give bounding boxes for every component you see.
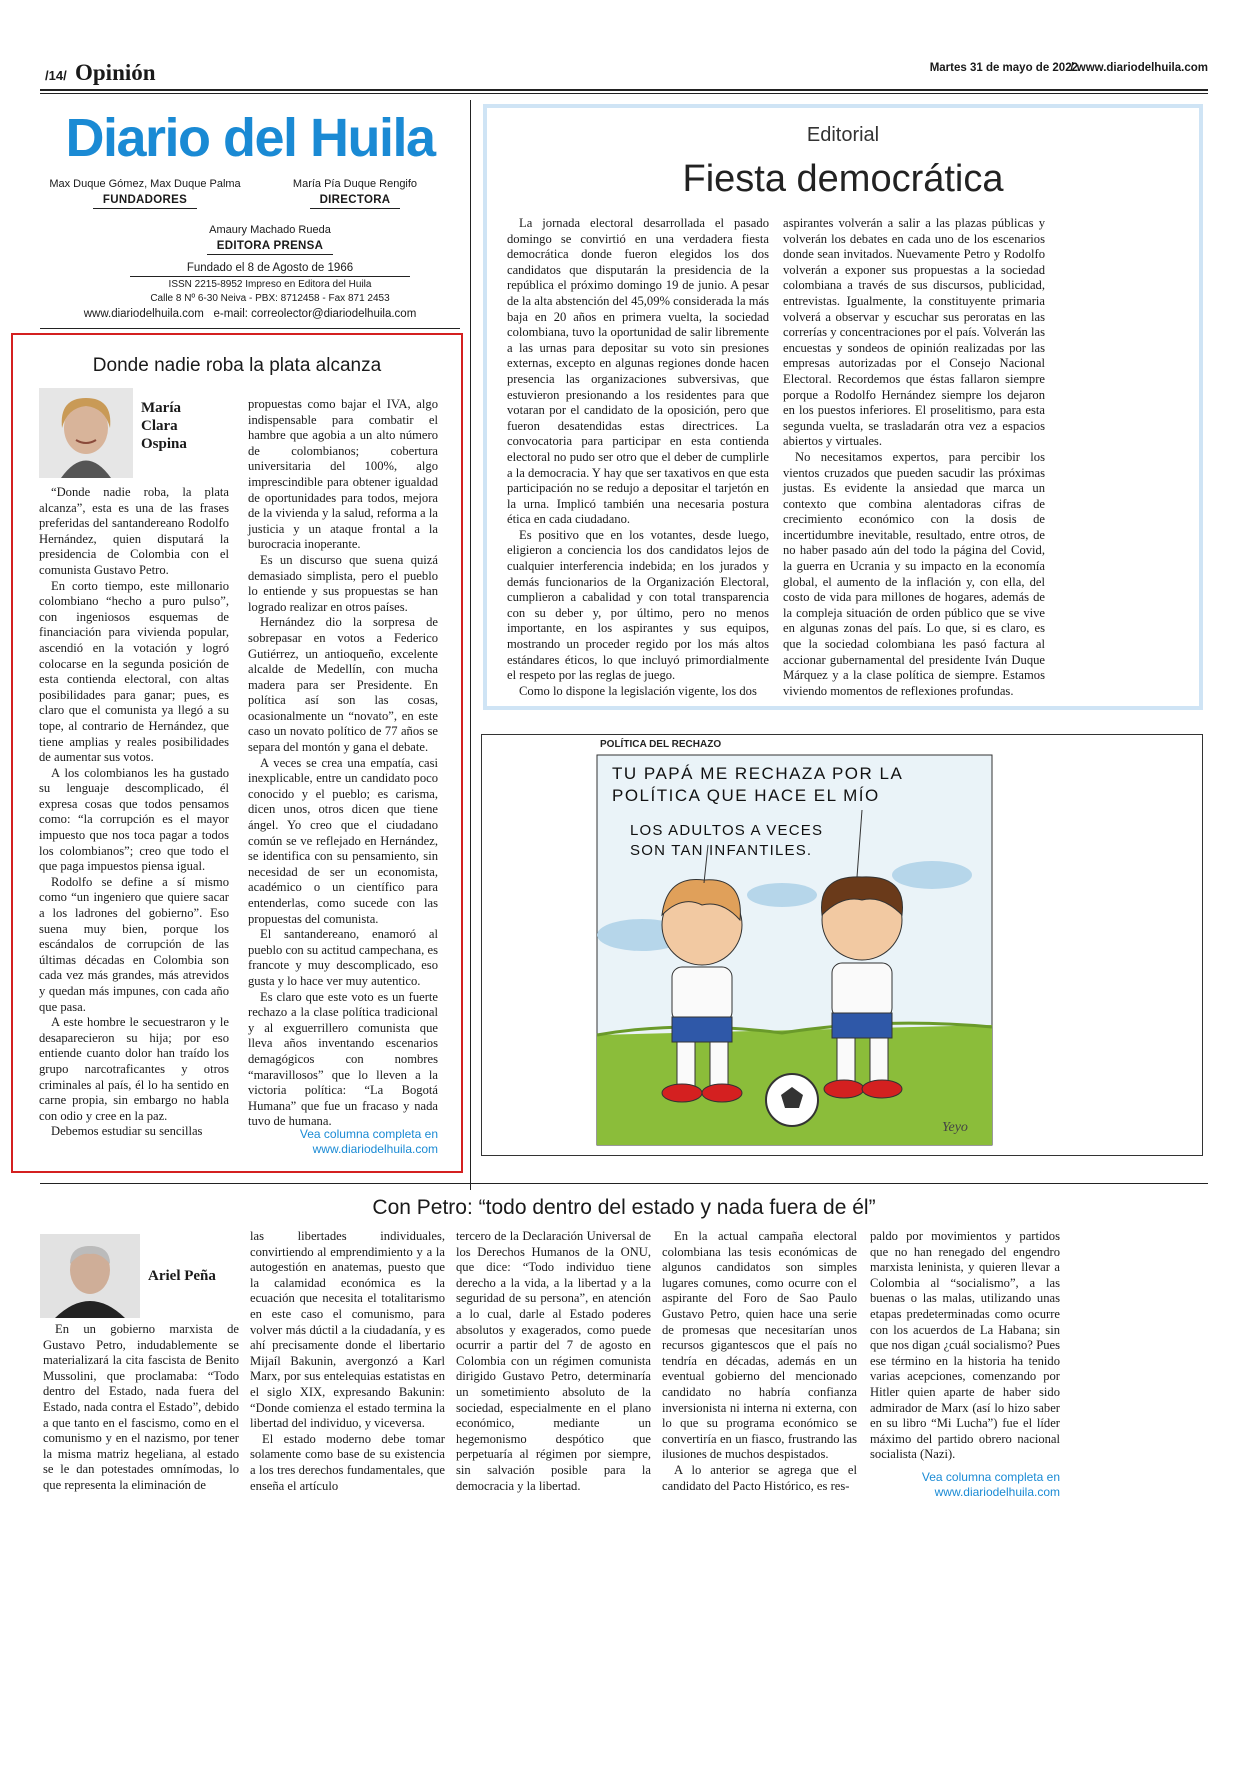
column-1-text-b [248,397,438,1130]
editorial-text-a [507,216,769,699]
paragraph: El santandereano, enamoró al pueblo con su actitud campechana, es francote y muy descomplicado, eso gusta y lo hace ver muy autentico. [248,927,438,988]
column-2-more-link[interactable] [870,1470,1060,1500]
paragraph: Debemos estudiar su sencillas [51,1124,203,1139]
cartoon-label: POLÍTICA DEL RECHAZO [600,739,722,750]
opinion-column-1 [13,335,461,1171]
editorial-text-b [783,216,1045,699]
vertical-divider [470,100,471,1190]
editor-label: EDITORA PRENSA [207,238,333,255]
founders-label: FUNDADORES [93,192,197,209]
column-2-text-c [456,1229,651,1494]
paragraph: A veces se crea una empatía, casi inexplicable, entre un candidato poco conocido y el pueblo; es carisma, dicen unos, otros dicen que tiene ángel. Yo creo que el ciudadano común se ve reflejado en Hernández, se identifica con su pensamiento, sin necesidad de ser un economista, académico o un científico para entenderlas, como sucede con las propuestas del comunista. [248,755,438,926]
editorial-title: Fiesta democrática [682,158,1004,200]
cartoon-bubble-1: TU PAPÁ ME RECHAZA POR LA POLÍTICA QUE HACE EL MÍO [612,764,903,805]
paragraph: las libertades individuales, convirtiendo al emprendimiento y a la autogestión en anatemas, puesto que la calamidad económica es la ecuación que necesita el totalitarismo en este caso el comunismo, para volver más dúctil a la ciudadanía, y es ahí precisamente donde el libertario Mijaíl Bakunin, avergonzó a Karl Marx, por sus entelequias estatistas en el siglo XIX, expresando Bakunin: “Donde comienza el estado termina la libertad del individuo, y viceversa. [250,1229,445,1431]
paragraph: A los colombianos les ha gustado su lenguaje descomplicado, él expresa cosas que todos pensamos como: “la corrupción es el mayor impuesto que nos toca pagar a todos los colombianos”; creo que todo el que paga impuestos piensa igual. [39,765,229,874]
more-link-label: Vea columna completa en [299,1127,438,1141]
column-1-author: María Clara Ospina [141,400,187,452]
issn: ISSN 2215-8952 Impreso en Editora del Huila [168,279,372,290]
paragraph: A este hombre le secuestraron y le desaparecieron su hija; por eso entiende cuanto dolor han traído los grupo narcotraficantes y otros criminales al país, él lo ha sentido en carne propia, sin embargo no habla con odio y cree en la paz. [39,1015,229,1123]
founded-note: Fundado el 8 de Agosto de 1966 [130,262,410,277]
newspaper-logo: Diario del Huila [65,108,435,168]
portrait-icon [40,1234,140,1318]
section-name: Opinión [75,60,156,85]
paragraph: paldo por movimientos y partidos que no han renegado del engendro marxista leninista, y quieren llevar a Colombia al “socialismo”, a las buenas o las malas, utilizando unas etapas predeterminadas como ocurre con los acuerdos de La Habana; sin que nos digan ¿cuál socialismo? Pues ese término en la historia ha tenido varias acepciones, comenzando por Hitler quien aparte de haber sido admirador de Marx (así lo hizo saber en su libro “Mi Lucha”) fue el líder máximo del partido obrero nacional socialista (Nazi). [870,1229,1060,1462]
header-site[interactable]: / www.diariodelhuila.com [1070,62,1208,74]
masthead [40,100,460,330]
more-link-url[interactable]: www.diariodelhuila.com [312,1142,438,1156]
more-link-label: Vea columna completa en [921,1470,1060,1484]
more-link-url[interactable]: www.diariodelhuila.com [934,1485,1060,1499]
paragraph: En un gobierno marxista de Gustavo Petro, indudablemente se materializará la cita fascista de Benito Mussolini, que proclamaba: “Todo dentro del Estado, nada fuera del Estado, nada contra el Estado”, debido a que tanto en el fascismo, como en el comunismo y en el nazismo, por tener la misma matriz hegeliana, al estado se le dan potestades omnímodas, lo que representa la eliminación de [43,1322,239,1492]
paragraph: En la actual campaña electoral colombiana las tesis económicas de algunos candidatos son simples lugares comunes, como ocurre con el aspirante del Foro de Sao Paulo Gustavo Petro, quien hace una serie de promesas que necesitarían unos recursos gigantescos que el país no tendría en décadas, además en un eventual gobierno del mencionado candidato no habría confianza inversionista ni interna ni externa, con lo que su programa económico se convertiría en un fiasco, frustrando las ilusiones de muchos despistados. [662,1229,857,1462]
header-date: Martes 31 de mayo de 2022 [929,62,1078,74]
column-2-text-a [43,1322,239,1494]
header-rule [40,89,1208,91]
paragraph: Hernández dio la sorpresa de sobrepasar en votos a Federico Gutiérrez, un antioqueño, excelente alcalde de Medellín, con mucha madera para ser Presidente. En política así son las cosas, ocasionalmente un “novato”, en este caso un novato político de 77 años se separa del montón y gana el debate. [248,615,438,755]
paragraph: Es un discurso que suena quizá demasiado simplista, pero el pueblo lo entiende y sus propuestas se han logrado realizar en otros países. [248,552,438,614]
column-1-text-a [39,485,229,1140]
paragraph: No necesitamos expertos, para percibir los vientos cruzados que pueden sacudir las próximas justas. Es evidente la ansiedad que marca un contexto que combina alentadoras cifras de crecimiento económico con la dosis de incertidumbre inevitable, resultado, entre otros, de no haber pasado aún del todo la página del Covid, la guerra en Ucrania y su impacto en la economía global, el aumento de la inflación y, con ella, del costo de vida para millones de hogares, además de la compleja situación de orden público que se vive en algunas zonas del país. Lo que, si es claro, es que la sociedad colombiana les pasó factura al accionar gubernamental del presidente Iván Duque Márquez y a la clase política de siempre. Estamos viviendo momentos de reflexiones profundas. [783,449,1045,698]
page-number: /14/ [45,68,67,83]
editor-name: Amaury Machado Rueda [209,224,331,236]
soccer-ball [766,1074,818,1126]
paragraph: A lo anterior se agrega que el candidato del Pacto Histórico, es res- [662,1462,857,1493]
column-2-author: Ariel Peña [148,1268,216,1284]
paragraph: tercero de la Declaración Universal de los Derechos Humanos de la ONU, que dice: “Todo individuo tiene derecho a la vida, a la libertad y a la seguridad de su persona”, en atención a lo cual, darle al Estado poderes absolutos y exagerados, como puede ocurrir a partir del 7 de agosto en Colombia con un régimen comunista dirigido Gustavo Petro, determinaría un sometimiento absoluto de la sociedad, especialmente en el plano económico, mediante un hegemonismo despótico que perpetuaría al régimen por siempre, sin salvación posible para la democracia y la libertad. [456,1229,651,1493]
column-2-title: Con Petro: “todo dentro del estado y nada fuera de él” [372,1196,876,1219]
editorial-box [483,104,1203,710]
editorial-kicker: Editorial [806,124,880,146]
cartoon-signature: Yeyo [942,1120,968,1135]
column-1-title: Donde nadie roba la plata alcanza [92,355,382,376]
masthead-email[interactable]: e-mail: correolector@diariodelhuila.com [213,308,417,320]
paragraph: “Donde nadie roba, la plata alcanza”, esta es una de las frases preferidas del santandereano Rodolfo Hernández, quien disputará la presidencia de Colombia con el comunista Gustavo Petro. [39,485,229,577]
column-2-text-e [870,1229,1060,1463]
address: Calle 8 Nº 6-30 Neiva - PBX: 8712458 - Fax 871 2453 [150,293,390,304]
paragraph: La jornada electoral desarrollada el pasado domingo se convirtió en una verdadera fiesta democrática donde fueron elegidos los dos candidatos que disputarán la presidencia de la república el próximo domingo 19 de junio. A pesar de la alta abstención del 45,09% considerada la más baja en 20 años en primera vuelta, la sociedad colombiana, tuvo la oportunidad de salir libremente a las urnas para depositar su voto sin presiones externas, excepto en algunas regiones donde hacen presencia las organizaciones subversivas, que estuvieron presionando a los residentes para que votaran por el candidato de la oposición, pero que fueron desatendidas estas directrices. La convocatoria para participar en esta contienda electoral no pudo ser otro que el deber de cumplirle a la democracia. Y hay que ser taxativos en que esta participación no se redujo a depositar el tarjetón en la urna. Implicó también una necesaria postura ética en cada ciudadano. [507,216,769,527]
paragraph: Es claro que este voto es un fuerte rechazo a la clase política tradicional y al exguerrillero comunista que lleva años inventando escenarios demagógicos con nombres “maravillosos” que lo lleven a la victoria política: “La Bogotá Humana” que fue un fracaso y nada tuvo de humana. [248,989,438,1129]
portrait-icon [39,388,133,478]
paragraph: El estado moderno debe tomar solamente como base de su existencia a los tres derechos fundamentales, que enseña el artículo [250,1431,445,1493]
masthead-web[interactable]: www.diariodelhuila.com [83,308,204,320]
paragraph: propuestas como bajar el IVA, algo indispensable para combatir el hambre que agobia a un alto número de colombianos; cobertura universitaria del 100%, algo imprescindible para obtener igualdad de oportunidades para todos, mejora de la vivienda y la salud, reforma a la justicia y un ataque frontal a la burocracia inoperante. [248,397,438,552]
paragraph: Es positivo que en los votantes, desde luego, eligieron a conciencia los dos candidatos lejos de cualquier interferencia indebida; en los jurados y demás funcionarios de la Organización Electoral, cumplieron a cabalidad y con total transparencia con su deber y, por último, pero no menos importante, en los aspirantes y sus equipos, mostrando un proceder regido por los más altos estándares éticos, lo que incluyó primordialmente el respeto por las reglas de juego. [507,527,769,683]
masthead-rule [40,328,460,329]
author-photo-ariel [40,1234,140,1318]
paragraph: Rodolfo se define a sí mismo como “un ingeniero que quiere sacar a los ladrones del gobierno”. Eso suena muy bien, porque los escándalos de corrupción de las últimas décadas en Colombia son cada vez más grandes, más atrevidos y quedan más impunes, con cada año que pasa. [39,874,229,1014]
paragraph: aspirantes volverán a salir a las plazas públicas y volverán los debates en cada uno de los escenarios donde sean invitados. Nuevamente Petro y Rodolfo volverán a exponer sus propuestas a la sociedad colombiana a través de sus discursos, publicidad, entrevistas. Igualmente, la constituyente primaria volverá a observar y escuchar sus peroratas en las correrías y concentraciones por el país. Volverán las encuestas y sondeos de opinión realizadas por las empresas autorizadas por el Consejo Nacional Electoral. Recordemos que éstas fallaron siempre porque a Rodolfo Hernández siempre los dejaron en los puestos inferiores. El proselitismo, para esta segunda vuelta, se trasladarán otra vez a espacios abiertos y virtuales. [783,216,1045,449]
director-label: DIRECTORA [310,192,401,209]
paragraph: En corto tiempo, este millonario colombiano “hecho a puro pulso”, con ingeniosos esquemas de financiación para vivienda popular, ascendió en la votación y logró colocarse en la segunda posición de esta contienda electoral, con altas posibilidades para ganar; pues, es claro que el comunista ya llegó a su tope, al contrario de Hernández, que tiene amplias y reales posibilidades de aumentar sus votos. [39,578,229,765]
author-photo-maria-clara [39,388,133,478]
cartoon-frame [481,734,1203,1156]
column-2-text-d [662,1229,857,1494]
page-header [45,60,1208,88]
paragraph: Como lo dispone la legislación vigente, los dos [519,683,757,698]
founders-names: Max Duque Gómez, Max Duque Palma [49,178,241,190]
cartoon-bubble-2: LOS ADULTOS A VECES SON TAN INFANTILES. [630,822,824,859]
section-rule [40,1183,1208,1184]
column-1-more-link[interactable] [248,1127,438,1157]
column-2-text-b [250,1229,445,1494]
header-rule-thin [40,93,1208,94]
director-name: María Pía Duque Rengifo [292,178,418,190]
